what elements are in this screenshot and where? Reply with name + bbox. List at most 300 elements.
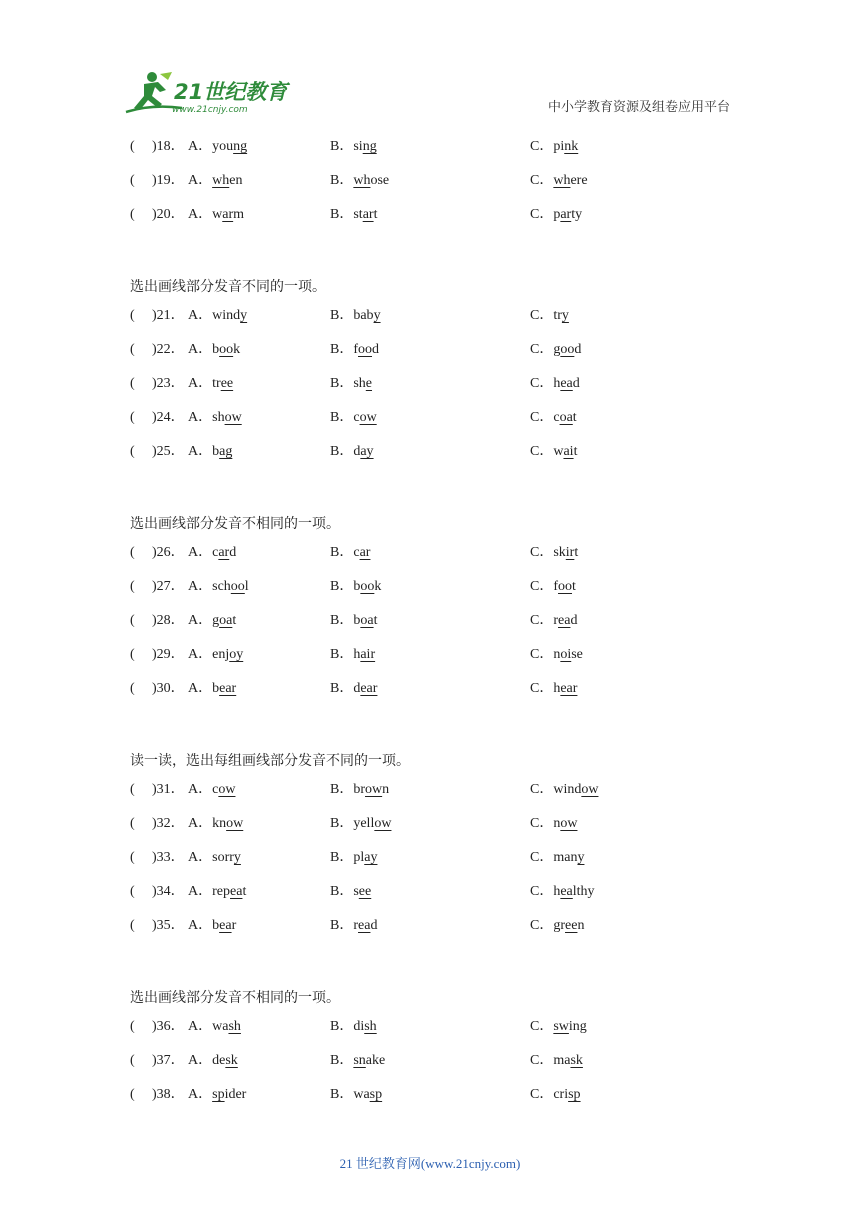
- option-c: [530, 373, 580, 395]
- underlined-part: ee: [565, 917, 578, 933]
- underlined-part: ee: [358, 883, 372, 899]
- option-letter: C．: [530, 172, 554, 188]
- option-letter: A．: [188, 545, 213, 561]
- underlined-part: ea: [230, 883, 243, 899]
- underlined-part: y: [240, 308, 248, 324]
- word-part: h: [553, 375, 561, 391]
- option-b: [330, 1084, 382, 1106]
- underlined-part: ay: [360, 443, 374, 459]
- underlined-part: ea: [560, 375, 573, 391]
- question-number: )20．: [152, 206, 185, 222]
- option-letter: B．: [330, 545, 354, 561]
- option-letter: C．: [530, 883, 554, 899]
- question-number: )38．: [152, 1086, 185, 1102]
- word-part: t: [572, 579, 576, 595]
- option-b: [330, 1050, 385, 1072]
- underlined-part: ay: [364, 849, 378, 865]
- option-letter: C．: [530, 612, 554, 628]
- word-part: t: [232, 612, 237, 628]
- option-letter: C．: [530, 342, 554, 358]
- word-part: gr: [553, 917, 566, 933]
- underlined-part: ee: [220, 375, 234, 391]
- option-letter: B．: [330, 579, 354, 595]
- word-part: n: [553, 646, 561, 662]
- option-b: [330, 644, 375, 666]
- underlined-part: ar: [222, 206, 234, 222]
- option-letter: C．: [530, 579, 554, 595]
- word-part: w: [553, 443, 564, 459]
- question-row: [130, 1084, 750, 1118]
- word-part: sh: [212, 409, 225, 425]
- question-number: )35．: [152, 917, 185, 933]
- underlined-part: oa: [219, 612, 233, 628]
- word-part: h: [353, 646, 361, 662]
- word-part: ty: [571, 206, 583, 222]
- option-a: [188, 678, 236, 700]
- answer-blank[interactable]: (: [130, 1086, 135, 1102]
- option-c: [530, 1084, 581, 1106]
- option-a: [188, 441, 232, 463]
- question-row: [130, 644, 750, 678]
- word-part: h: [553, 680, 561, 696]
- underlined-part: sh: [364, 1019, 377, 1035]
- answer-blank[interactable]: (: [130, 1053, 135, 1069]
- answer-blank[interactable]: (: [130, 443, 135, 459]
- option-letter: A．: [188, 409, 213, 425]
- underlined-part: ng: [362, 139, 377, 154]
- word-part: man: [553, 849, 578, 865]
- word-part: d: [570, 612, 578, 628]
- word-part: tr: [212, 375, 221, 391]
- word-part: c: [353, 409, 360, 425]
- answer-blank[interactable]: (: [130, 139, 135, 154]
- option-b: [330, 610, 377, 632]
- option-letter: C．: [530, 1053, 554, 1069]
- word-part: t: [574, 545, 579, 561]
- option-letter: B．: [330, 1053, 354, 1069]
- underlined-part: wh: [553, 172, 571, 188]
- word-part: b: [212, 680, 220, 696]
- option-letter: A．: [188, 443, 213, 459]
- question-section: [130, 745, 750, 948]
- logo-text: 21世纪教育: [174, 80, 288, 104]
- question-row: [130, 542, 750, 576]
- option-c: [530, 542, 578, 564]
- answer-blank[interactable]: (: [130, 646, 135, 662]
- option-a: [188, 881, 246, 903]
- answer-blank[interactable]: (: [130, 816, 135, 832]
- option-letter: C．: [530, 375, 554, 391]
- option-letter: A．: [188, 1019, 213, 1035]
- underlined-part: oo: [558, 579, 573, 595]
- question-row: [130, 1016, 750, 1050]
- question-number: )36．: [152, 1019, 185, 1035]
- option-c: [530, 339, 581, 361]
- underlined-part: ar: [560, 206, 572, 222]
- underlined-part: wh: [353, 172, 371, 188]
- option-letter: B．: [330, 917, 354, 933]
- underlined-part: ag: [219, 443, 233, 459]
- underlined-part: sp: [369, 1086, 383, 1102]
- underlined-part: ng: [233, 139, 248, 154]
- word-part: t: [572, 409, 577, 425]
- word-part: yell: [353, 816, 375, 832]
- answer-blank[interactable]: (: [130, 206, 135, 222]
- underlined-part: y: [561, 308, 569, 324]
- answer-blank[interactable]: (: [130, 375, 135, 391]
- option-b: [330, 813, 391, 835]
- word-part: ose: [370, 172, 390, 188]
- option-letter: C．: [530, 206, 554, 222]
- question-number: )22．: [152, 342, 185, 358]
- word-part: d: [353, 443, 361, 459]
- question-row: [130, 915, 750, 949]
- word-part: d: [370, 917, 378, 933]
- question-number: )21．: [152, 308, 185, 324]
- question-row: [130, 779, 750, 813]
- option-b: [330, 339, 379, 361]
- question-section: [130, 271, 750, 474]
- answer-blank[interactable]: (: [130, 308, 135, 324]
- question-number: )26．: [152, 545, 185, 561]
- header-tagline: 中小学教育资源及组卷应用平台: [547, 99, 730, 114]
- word-part: b: [212, 342, 220, 358]
- option-c: [530, 441, 577, 463]
- word-part: b: [212, 443, 220, 459]
- question-row: [130, 1050, 750, 1084]
- section-instruction: 选出画线部分发音不相同的一项。: [130, 991, 340, 1007]
- answer-blank[interactable]: (: [130, 545, 135, 561]
- underlined-part: oa: [559, 409, 573, 425]
- option-c: [530, 1016, 587, 1038]
- word-part: t: [373, 206, 378, 222]
- option-c: [530, 644, 583, 666]
- question-number: )30．: [152, 680, 185, 696]
- word-part: d: [372, 342, 380, 358]
- option-letter: B．: [330, 342, 354, 358]
- word-part: r: [553, 612, 559, 628]
- question-number: )34．: [152, 883, 185, 899]
- option-c: [530, 847, 584, 869]
- underlined-part: ar: [218, 545, 230, 561]
- question-section: [130, 982, 750, 1117]
- option-letter: B．: [330, 375, 354, 391]
- underlined-part: y: [373, 308, 381, 324]
- option-letter: A．: [188, 172, 213, 188]
- question-number: )18．: [152, 139, 185, 154]
- underlined-part: ea: [358, 917, 371, 933]
- option-letter: A．: [188, 342, 213, 358]
- option-c: [530, 915, 584, 937]
- underlined-part: oa: [360, 612, 374, 628]
- question-section: [130, 136, 750, 237]
- exercise-content: [130, 136, 750, 1118]
- option-letter: B．: [330, 883, 354, 899]
- option-letter: C．: [530, 308, 554, 324]
- underlined-part: ear: [360, 680, 378, 696]
- word-part: wa: [353, 1086, 370, 1102]
- word-part: t: [373, 612, 378, 628]
- option-letter: C．: [530, 917, 554, 933]
- option-letter: B．: [330, 849, 354, 865]
- answer-blank[interactable]: (: [130, 782, 135, 798]
- logo-url: www.21cnjy.com: [172, 105, 248, 115]
- underlined-part: ar: [362, 206, 374, 222]
- option-b: [330, 847, 377, 869]
- underlined-part: ea: [219, 917, 232, 933]
- option-a: [188, 407, 242, 429]
- answer-blank[interactable]: (: [130, 680, 135, 696]
- option-letter: B．: [330, 612, 354, 628]
- option-b: [330, 542, 370, 564]
- word-part: b: [353, 579, 361, 595]
- option-a: [188, 644, 243, 666]
- option-b: [330, 136, 377, 158]
- option-a: [188, 1084, 246, 1106]
- word-part: f: [353, 342, 359, 358]
- word-part: r: [353, 917, 359, 933]
- option-letter: B．: [330, 409, 354, 425]
- option-b: [330, 1016, 377, 1038]
- underlined-part: ea: [560, 883, 573, 899]
- option-a: [188, 813, 243, 835]
- word-part: w: [212, 206, 223, 222]
- option-letter: B．: [330, 816, 354, 832]
- section-instruction: 选出画线部分发音不相同的一项。: [130, 517, 340, 533]
- word-part: d: [572, 375, 580, 391]
- option-c: [530, 779, 598, 801]
- word-part: n: [382, 782, 390, 798]
- option-letter: B．: [330, 1086, 354, 1102]
- answer-blank[interactable]: (: [130, 579, 135, 595]
- question-row: [130, 373, 750, 407]
- option-letter: C．: [530, 1086, 554, 1102]
- option-c: [530, 204, 582, 226]
- answer-blank[interactable]: (: [130, 172, 135, 188]
- option-a: [188, 1016, 241, 1038]
- option-b: [330, 204, 377, 226]
- underlined-part: sn: [353, 1053, 366, 1069]
- word-part: c: [553, 409, 560, 425]
- option-a: [188, 305, 247, 327]
- underlined-part: oo: [230, 579, 245, 595]
- word-part: f: [553, 579, 559, 595]
- word-part: t: [573, 443, 578, 459]
- word-part: sk: [553, 545, 566, 561]
- answer-blank[interactable]: (: [130, 1019, 135, 1035]
- answer-blank[interactable]: (: [130, 849, 135, 865]
- question-section: [130, 508, 750, 711]
- option-letter: B．: [330, 139, 354, 154]
- underlined-part: ow: [374, 816, 392, 832]
- underlined-part: oo: [219, 342, 234, 358]
- underlined-part: y: [577, 849, 585, 865]
- word-part: st: [353, 206, 363, 222]
- underlined-part: air: [360, 646, 376, 662]
- underlined-part: ea: [558, 612, 571, 628]
- option-letter: C．: [530, 443, 554, 459]
- word-part: rep: [212, 883, 231, 899]
- underlined-part: nk: [564, 139, 579, 154]
- option-a: [188, 915, 236, 937]
- page-footer: 21 世纪教育网(www.21cnjy.com): [339, 1156, 521, 1171]
- question-number: )25．: [152, 443, 185, 459]
- page-header: [0, 0, 860, 125]
- question-number: )27．: [152, 579, 185, 595]
- option-a: [188, 779, 235, 801]
- underlined-part: e: [365, 375, 373, 391]
- word-part: t: [242, 883, 247, 899]
- option-letter: B．: [330, 1019, 354, 1035]
- option-letter: A．: [188, 612, 213, 628]
- word-part: sch: [212, 579, 231, 595]
- word-part: ake: [365, 1053, 386, 1069]
- question-number: )23．: [152, 375, 185, 391]
- answer-blank[interactable]: (: [130, 917, 135, 933]
- option-c: [530, 407, 577, 429]
- underlined-part: sw: [553, 1019, 569, 1035]
- underlined-part: wh: [212, 172, 230, 188]
- underlined-part: ow: [560, 816, 578, 832]
- word-part: tr: [553, 308, 562, 324]
- question-row: [130, 170, 750, 204]
- option-b: [330, 407, 377, 429]
- word-part: c: [353, 545, 360, 561]
- word-part: bab: [353, 308, 374, 324]
- word-part: se: [571, 646, 583, 662]
- option-letter: B．: [330, 172, 354, 188]
- option-letter: A．: [188, 139, 213, 154]
- underlined-part: ow: [224, 409, 242, 425]
- word-part: kn: [212, 816, 227, 832]
- option-letter: C．: [530, 545, 554, 561]
- option-a: [188, 610, 236, 632]
- word-part: en: [229, 172, 243, 188]
- option-letter: C．: [530, 139, 554, 154]
- question-number: )33．: [152, 849, 185, 865]
- underlined-part: sh: [228, 1019, 241, 1035]
- option-b: [330, 915, 377, 937]
- option-c: [530, 881, 595, 903]
- option-letter: B．: [330, 443, 354, 459]
- option-c: [530, 305, 569, 327]
- underlined-part: y: [233, 849, 241, 865]
- option-a: [188, 542, 236, 564]
- underlined-part: oo: [360, 579, 375, 595]
- option-letter: A．: [188, 308, 213, 324]
- underlined-part: oo: [358, 342, 373, 358]
- word-part: h: [553, 883, 561, 899]
- word-part: k: [374, 579, 382, 595]
- option-a: [188, 373, 233, 395]
- option-a: [188, 1050, 238, 1072]
- option-letter: A．: [188, 1086, 213, 1102]
- option-a: [188, 136, 247, 158]
- word-part: g: [553, 342, 561, 358]
- word-part: b: [212, 917, 220, 933]
- question-number: )37．: [152, 1053, 185, 1069]
- word-part: sh: [353, 375, 366, 391]
- option-b: [330, 678, 377, 700]
- answer-blank[interactable]: (: [130, 409, 135, 425]
- word-part: r: [231, 917, 237, 933]
- underlined-part: oo: [560, 342, 575, 358]
- option-c: [530, 576, 576, 598]
- option-letter: A．: [188, 680, 213, 696]
- option-letter: C．: [530, 680, 554, 696]
- option-c: [530, 610, 577, 632]
- question-row: [130, 305, 750, 339]
- question-number: )31．: [152, 782, 185, 798]
- question-row: [130, 339, 750, 373]
- option-letter: B．: [330, 646, 354, 662]
- underlined-part: ir: [565, 545, 575, 561]
- underlined-part: sk: [570, 1053, 583, 1069]
- answer-blank[interactable]: (: [130, 342, 135, 358]
- answer-blank[interactable]: (: [130, 612, 135, 628]
- underlined-part: ar: [359, 545, 371, 561]
- option-a: [188, 847, 241, 869]
- option-letter: A．: [188, 579, 213, 595]
- question-row: [130, 136, 750, 170]
- word-part: ere: [570, 172, 588, 188]
- option-a: [188, 204, 244, 226]
- option-b: [330, 576, 381, 598]
- word-part: s: [353, 883, 359, 899]
- underlined-part: sk: [225, 1053, 238, 1069]
- question-row: [130, 678, 750, 712]
- option-letter: A．: [188, 816, 213, 832]
- question-number: )24．: [152, 409, 185, 425]
- word-part: lthy: [572, 883, 595, 899]
- word-part: ider: [224, 1086, 247, 1102]
- word-part: k: [233, 342, 241, 358]
- word-part: ma: [553, 1053, 571, 1069]
- option-letter: C．: [530, 849, 554, 865]
- logo: [122, 68, 292, 118]
- word-part: b: [353, 612, 361, 628]
- underlined-part: ear: [560, 680, 578, 696]
- option-letter: A．: [188, 782, 213, 798]
- underlined-part: sp: [568, 1086, 581, 1102]
- answer-blank[interactable]: (: [130, 883, 135, 899]
- word-part: m: [233, 206, 245, 222]
- underlined-part: ow: [365, 782, 383, 798]
- word-part: enj: [212, 646, 230, 662]
- option-letter: C．: [530, 646, 554, 662]
- word-part: c: [212, 782, 219, 798]
- word-part: si: [353, 139, 363, 154]
- question-row: [130, 576, 750, 610]
- underlined-part: ear: [219, 680, 237, 696]
- word-part: n: [553, 816, 561, 832]
- option-b: [330, 305, 381, 327]
- option-letter: A．: [188, 375, 213, 391]
- word-part: wind: [553, 782, 582, 798]
- option-letter: C．: [530, 782, 554, 798]
- option-c: [530, 170, 588, 192]
- option-letter: A．: [188, 917, 213, 933]
- section-instruction: 读一读，选出每组画线部分发音不同的一项。: [130, 754, 410, 770]
- word-part: g: [212, 612, 220, 628]
- word-part: wa: [212, 1019, 229, 1035]
- option-letter: A．: [188, 206, 213, 222]
- word-part: d: [353, 680, 361, 696]
- question-row: [130, 610, 750, 644]
- option-letter: B．: [330, 206, 354, 222]
- option-a: [188, 339, 240, 361]
- word-part: l: [244, 579, 249, 595]
